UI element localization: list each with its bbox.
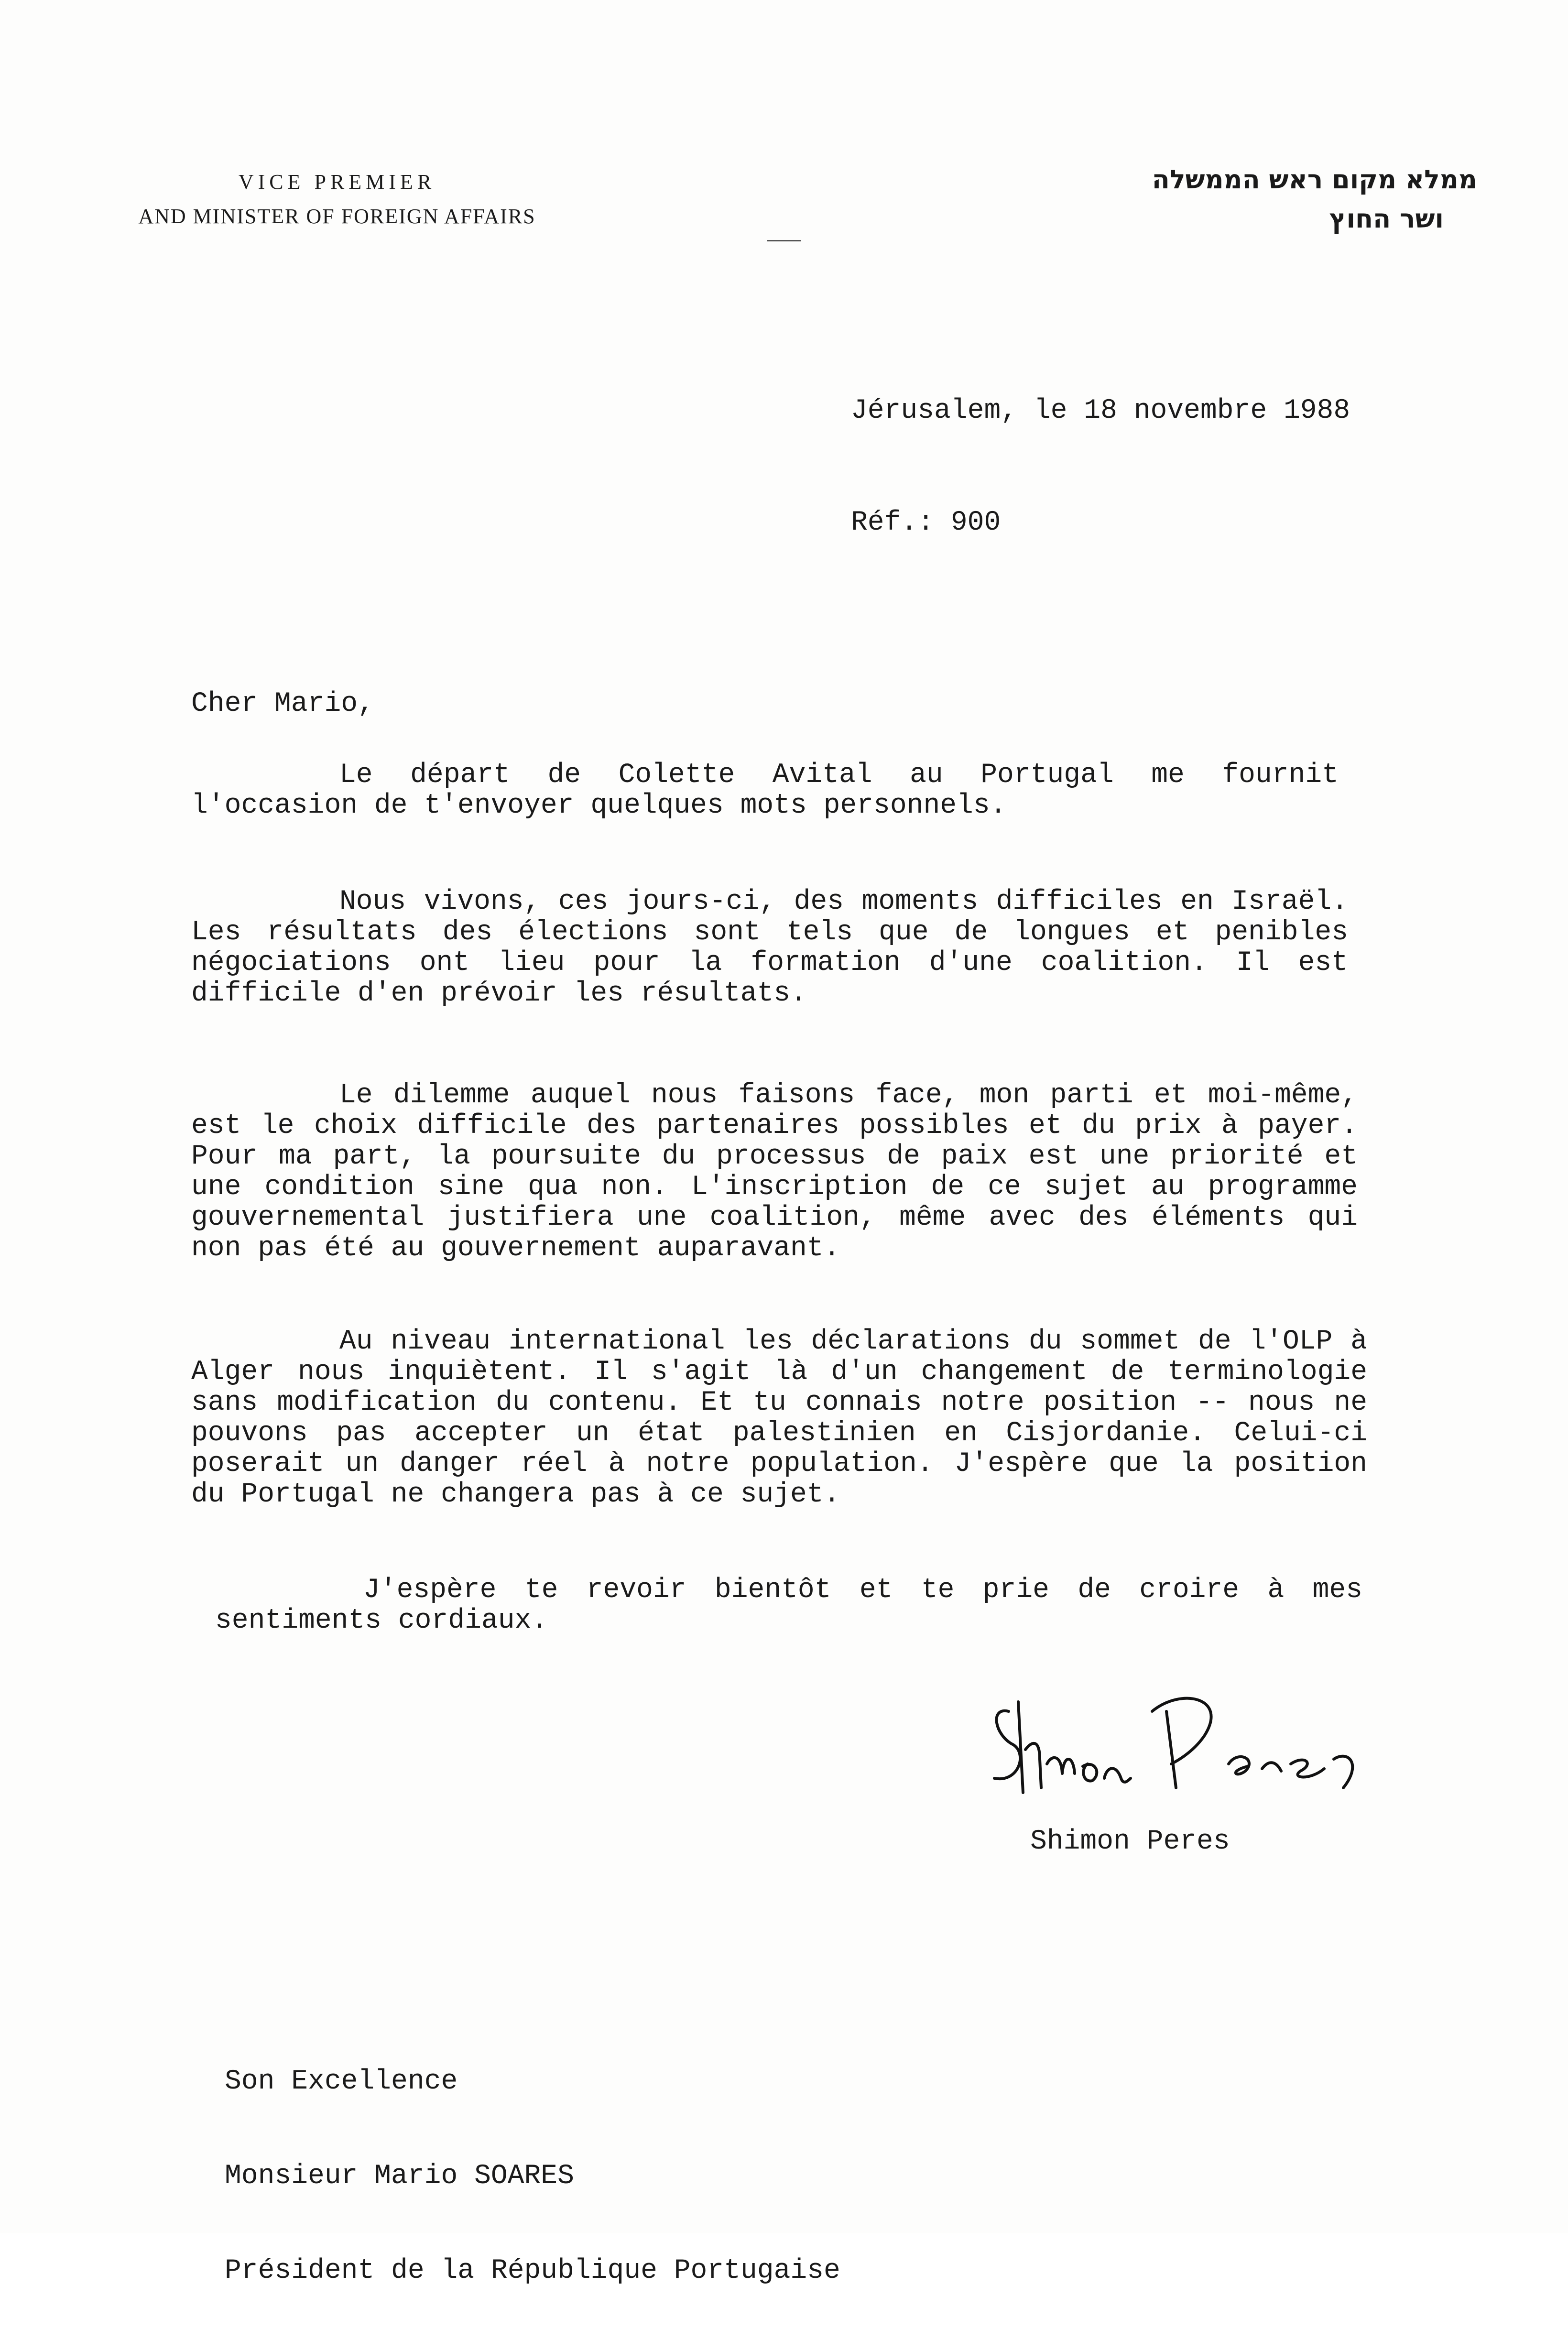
letterhead-hebrew bbox=[1028, 160, 1477, 239]
body-paragraph-2: Nous vivons, ces jours-ci, des moments difficiles en Israël. Les résultats des élections sont tels que de longues et penibles négociations ont lieu pour la formation d'une coalition. Il est difficile d'en prévoir les résultats. bbox=[191, 886, 1348, 1009]
reference-number: Réf.: 900 bbox=[851, 507, 1001, 538]
signer-name: Shimon Peres bbox=[1030, 1826, 1230, 1857]
letterhead-english bbox=[108, 165, 566, 234]
closing-paragraph: J'espère te revoir bientôt et te prie de croire à mes sentiments cordiaux. bbox=[215, 1575, 1362, 1636]
addressee-title: Son Excellence bbox=[225, 2066, 458, 2097]
body-paragraph-1: Le départ de Colette Avital au Portugal me fournit l'occasion de t'envoyer quelques mots personnels. bbox=[191, 760, 1339, 821]
addressee-position: Président de la République Portugaise bbox=[225, 2255, 840, 2286]
place-date: Jérusalem, le 18 novembre 1988 bbox=[851, 395, 1350, 426]
letterhead-hebrew-subtitle: ושר החוץ bbox=[1329, 204, 1444, 234]
letterhead-title: VICE PREMIER bbox=[238, 170, 436, 194]
body-paragraph-3: Le dilemme auquel nous faisons face, mon parti et moi-même, est le choix difficile des partenaires possibles et du prix à payer. Pour ma part, la poursuite du processus de paix est une priorité et une condition sine qua non. L'inscription de ce sujet au programme gouvernemental justifiera une coalition, même avec des éléments qui non pas été au gouvernement auparavant. bbox=[191, 1080, 1358, 1264]
body-paragraph-4: Au niveau international les déclarations du sommet de l'OLP à Alger nous inquiètent. Il s'agit là d'un changement de terminologie sans modification du contenu. Et tu connais notre position -- nous ne pouvons pas accepter un état palestinien en Cisjordanie. Celui-ci poserait un danger réel à notre population. J'espère que la position du Portugal ne changera pas à ce sujet. bbox=[191, 1326, 1367, 1510]
handwritten-signature bbox=[980, 1683, 1401, 1797]
dateline bbox=[851, 318, 1350, 616]
addressee-name: Monsieur Mario SOARES bbox=[225, 2161, 574, 2192]
salutation: Cher Mario, bbox=[191, 688, 374, 719]
addressee-block bbox=[225, 2003, 840, 2350]
letterhead-divider bbox=[767, 240, 801, 241]
letterhead-subtitle: AND MINISTER OF FOREIGN AFFAIRS bbox=[138, 205, 536, 228]
letterhead-hebrew-title: ממלא מקום ראש הממשלה bbox=[1152, 164, 1477, 195]
